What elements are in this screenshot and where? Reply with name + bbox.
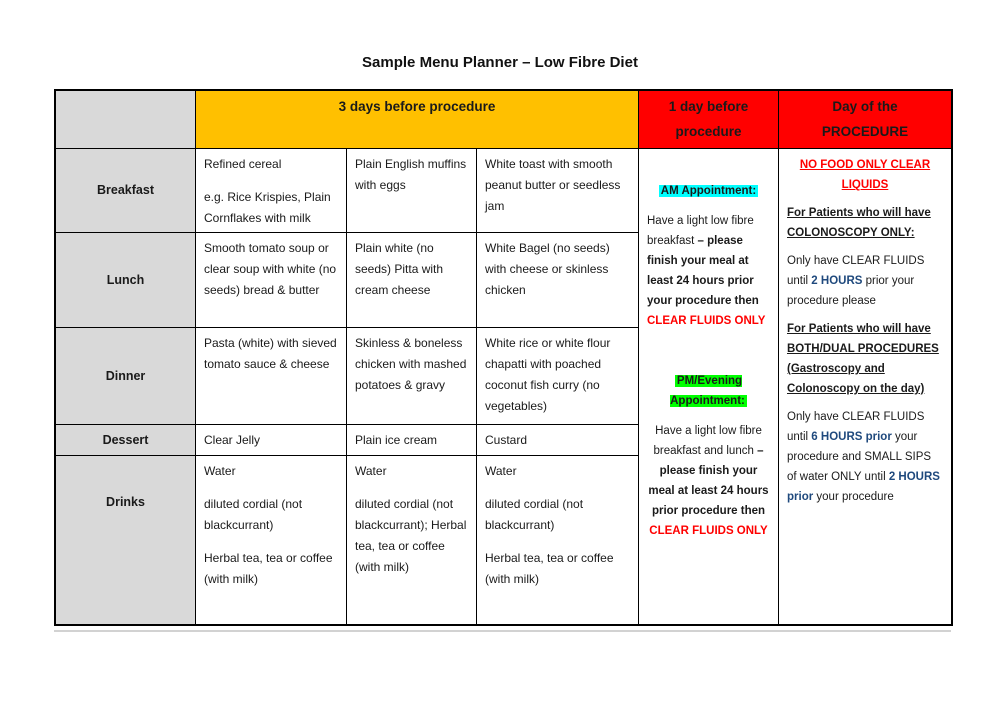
text-run: White toast with smooth peanut butter or seedless jam (485, 157, 621, 213)
text-run: Only have CLEAR FLUIDS until (787, 255, 925, 287)
page-title: Sample Menu Planner – Low Fibre Diet (362, 54, 638, 71)
text-run: Clear Jelly (204, 433, 261, 447)
text-run: White Bagel (no seeds) with cheese or skinless chicken (485, 241, 610, 297)
menu-table (54, 89, 953, 626)
text-run: Water (485, 464, 517, 478)
menu-cell-dinner-1 (196, 328, 347, 425)
menu-cell-drinks-2 (347, 456, 477, 624)
paragraph (787, 155, 943, 195)
text-run: AM Appointment: (660, 185, 757, 197)
paragraph (485, 333, 630, 417)
paragraph (355, 333, 468, 396)
day-of-procedure-instructions-cell (779, 149, 951, 624)
text-run: For Patients who will have COLONOSCOPY ONLY: (787, 207, 931, 239)
menu-cell-breakfast-2 (347, 149, 477, 233)
header-3-days-before: 3 days before procedure (196, 91, 639, 149)
menu-cell-dessert-2 (347, 425, 477, 456)
menu-cell-breakfast-3 (477, 149, 639, 233)
text-run: CLEAR FLUIDS ONLY (649, 525, 768, 537)
text-run: PM/Evening Appointment: (670, 375, 745, 407)
text-run: your procedure (813, 491, 894, 503)
text-run: For Patients who will have BOTH/DUAL PROCEDURES (Gastroscopy and Colonoscopy on the day) (787, 323, 939, 395)
text-run: Have a light low fibre breakfast and lunch (653, 425, 762, 457)
text-run: prior your procedure please (787, 275, 915, 307)
menu-cell-lunch-2 (347, 233, 477, 328)
paragraph (485, 154, 630, 217)
paragraph (787, 203, 943, 243)
paragraph (647, 371, 770, 411)
menu-cell-dessert-3 (477, 425, 639, 456)
menu-cell-lunch-1 (196, 233, 347, 328)
text-run: 6 HOURS prior (811, 431, 892, 443)
paragraph (485, 430, 630, 451)
paragraph (647, 181, 770, 201)
text-run: your procedure and SMALL SIPS of water ONLY until (787, 431, 932, 483)
paragraph (355, 238, 468, 301)
row-label-dinner: Dinner (56, 328, 196, 425)
text-run: Water (355, 464, 387, 478)
menu-cell-drinks-1 (196, 456, 347, 624)
paragraph (204, 154, 338, 175)
paragraph (485, 461, 630, 482)
paragraph (204, 333, 338, 375)
paragraph (355, 430, 468, 451)
paragraph (355, 494, 468, 578)
row-label-lunch: Lunch (56, 233, 196, 328)
paragraph (787, 319, 943, 399)
text-run: Refined cereal (204, 157, 282, 171)
text-run: Have a light low fibre breakfast (647, 215, 754, 247)
row-label-dessert: Dessert (56, 425, 196, 456)
text-run: Smooth tomato soup or clear soup with white (no seeds) bread & butter (204, 241, 337, 297)
one-day-instructions-cell (639, 149, 779, 624)
paragraph (204, 494, 338, 536)
text-run: Water (204, 464, 236, 478)
text-run: 2 HOURS prior (787, 471, 940, 503)
text-run: 2 HOURS (811, 275, 863, 287)
paragraph (787, 251, 943, 311)
menu-cell-dinner-3 (477, 328, 639, 425)
paragraph (204, 461, 338, 482)
text-run: CLEAR FLUIDS ONLY (647, 315, 766, 327)
paragraph (204, 238, 338, 301)
text-run: Plain white (no seeds) Pitta with cream cheese (355, 241, 444, 297)
paragraph (204, 430, 338, 451)
text-run: Skinless & boneless chicken with mashed potatoes & gravy (355, 336, 467, 392)
text-run: Only have CLEAR FLUIDS until (787, 411, 925, 443)
paragraph (647, 341, 770, 361)
text-run: Custard (485, 433, 528, 447)
header-1-day-before: 1 day before procedure (639, 91, 779, 149)
paragraph (485, 548, 630, 590)
paragraph (204, 187, 338, 229)
paragraph (355, 154, 468, 196)
text-run: Plain English muffins with eggs (355, 157, 467, 192)
text-run: – please finish your meal at least 24 hours prior your procedure then (647, 235, 759, 307)
paragraph (355, 461, 468, 482)
menu-cell-dinner-2 (347, 328, 477, 425)
text-run: diluted cordial (not blackcurrant) (485, 497, 584, 532)
paragraph (204, 548, 338, 590)
paragraph (787, 407, 943, 507)
table-shadow-line (54, 630, 951, 632)
text-run: e.g. Rice Krispies, Plain Cornflakes with milk (204, 190, 331, 225)
row-label-breakfast: Breakfast (56, 149, 196, 233)
text-run: White rice or white flour chapatti with poached coconut fish curry (no vegetables) (485, 336, 611, 413)
text-run: Pasta (white) with sieved tomato sauce & cheese (204, 336, 337, 371)
text-run: Plain ice cream (355, 433, 438, 447)
text-run: – please finish your meal at least 24 hours prior procedure then (648, 445, 769, 517)
menu-cell-drinks-3 (477, 456, 639, 624)
text-run: diluted cordial (not blackcurrant) (204, 497, 303, 532)
text-run: diluted cordial (not blackcurrant); Herbal tea, tea or coffee (with milk) (355, 497, 467, 574)
text-run: NO FOOD ONLY CLEAR LIQUIDS (799, 159, 931, 191)
text-run: Herbal tea, tea or coffee (with milk) (204, 551, 333, 586)
header-day-of-procedure: Day of the PROCEDURE (779, 91, 951, 149)
row-label-drinks: Drinks (56, 456, 196, 624)
paragraph (485, 238, 630, 301)
paragraph (647, 211, 770, 331)
menu-cell-breakfast-1 (196, 149, 347, 233)
paragraph (485, 494, 630, 536)
menu-cell-dessert-1 (196, 425, 347, 456)
text-run: Herbal tea, tea or coffee (with milk) (485, 551, 614, 586)
paragraph (647, 421, 770, 541)
menu-cell-lunch-3 (477, 233, 639, 328)
corner-cell (56, 91, 196, 149)
